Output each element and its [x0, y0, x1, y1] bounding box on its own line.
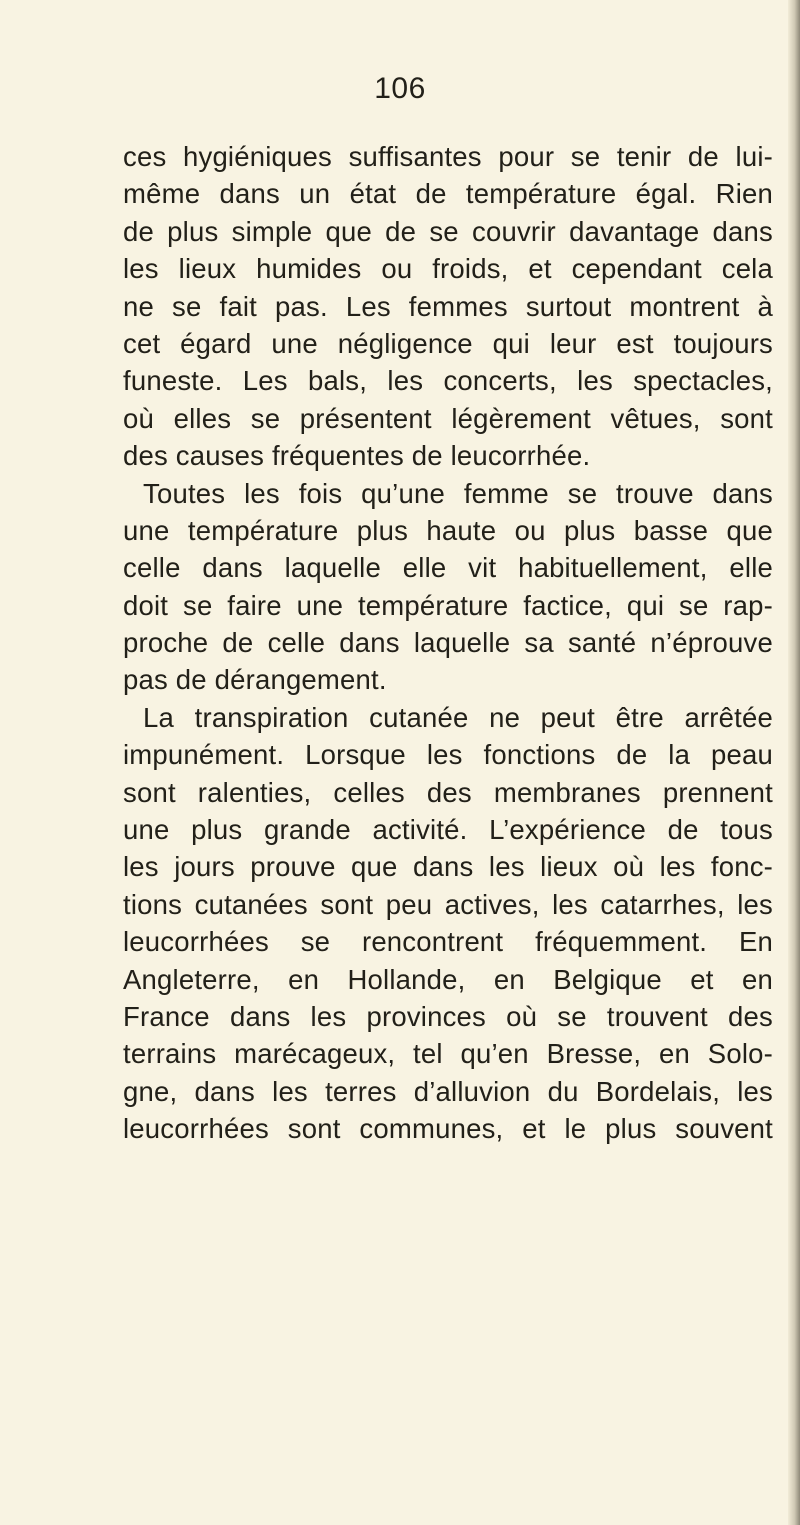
text-line: cet égard une négligence qui leur est toujours	[123, 327, 773, 359]
text-line: celle dans laquelle elle vit habituellement, elle	[123, 552, 773, 584]
text-line: les lieux humides ou froids, et cependant cela	[123, 253, 773, 285]
text-line: impunément. Lorsque les fonctions de la peau	[123, 739, 773, 771]
text-line: gne, dans les terres d’alluvion du Bordelais, les	[123, 1075, 773, 1107]
text-line: pas de dérangement.	[123, 664, 387, 696]
text-line: où elles se présentent légèrement vêtues, sont	[123, 402, 773, 434]
text-line: de plus simple que de se couvrir davantage dans	[123, 215, 773, 247]
text-line: même dans un état de température égal. Rien	[123, 178, 773, 210]
text-line: funeste. Les bals, les concerts, les spectacles,	[123, 365, 773, 397]
text-line: doit se faire une température factice, qui se rap-	[123, 589, 773, 621]
text-line: une température plus haute ou plus basse que	[123, 514, 773, 546]
paragraph-start-line: Toutes les fois qu’une femme se trouve dans	[143, 477, 773, 509]
page-number: 106	[374, 72, 426, 105]
body-text	[123, 138, 773, 1148]
text-line: ne se fait pas. Les femmes surtout montrent à	[123, 290, 773, 322]
text-line: des causes fréquentes de leucorrhée.	[123, 440, 591, 472]
text-line: leucorrhées sont communes, et le plus souvent	[123, 1113, 773, 1145]
text-line: ces hygiéniques suffisantes pour se tenir de lui-	[123, 141, 773, 172]
paragraph-start-line: La transpiration cutanée ne peut être arrêtée	[143, 701, 773, 733]
text-line: les jours prouve que dans les lieux où les fonc-	[123, 851, 773, 883]
text-line: France dans les provinces où se trouvent des	[123, 1000, 773, 1032]
text-line: une plus grande activité. L’expérience de tous	[123, 814, 773, 846]
text-line: leucorrhées se rencontrent fréquemment. En	[123, 926, 773, 958]
text-line: terrains marécageux, tel qu’en Bresse, en Solo-	[123, 1038, 773, 1070]
page-edge-shadow	[788, 0, 800, 1525]
text-line: sont ralenties, celles des membranes prennent	[123, 776, 773, 808]
text-line: Angleterre, en Hollande, en Belgique et en	[123, 963, 773, 995]
text-line: tions cutanées sont peu actives, les catarrhes, les	[123, 888, 773, 920]
text-line: proche de celle dans laquelle sa santé n’éprouve	[123, 627, 773, 659]
